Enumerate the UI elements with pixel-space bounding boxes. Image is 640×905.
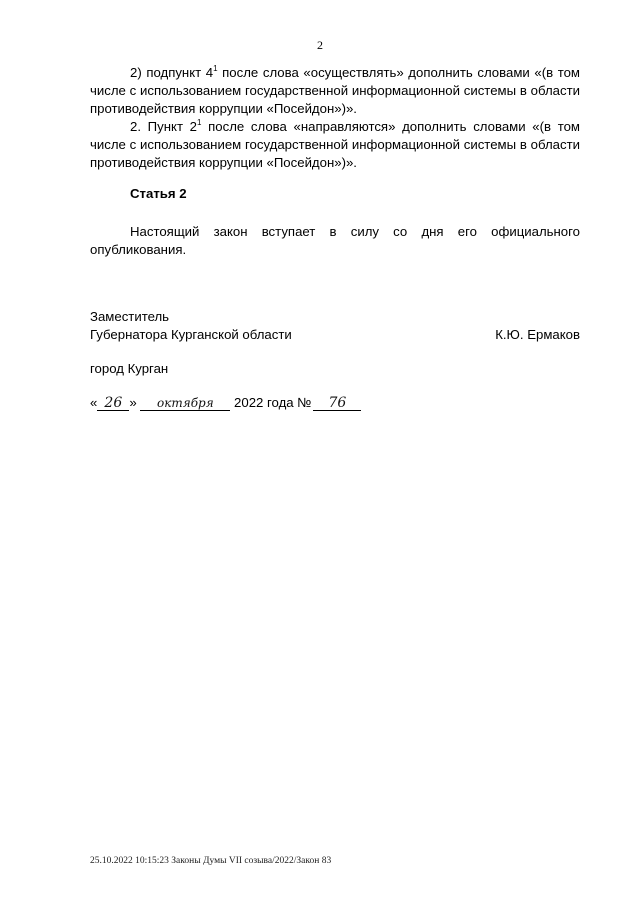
paragraph-text: после слова «направляются» дополнить словами «(в том числе с использованием государственной информационной системы в области противодействия коррупции «Посейдон»)». bbox=[90, 119, 580, 170]
signatory-title-line-2: Губернатора Курганской области bbox=[90, 327, 292, 342]
date-year-text: 2022 года № bbox=[234, 395, 312, 410]
signatory-name: К.Ю. Ермаков bbox=[495, 327, 580, 342]
handwritten-law-number: 76 bbox=[313, 396, 361, 411]
paragraph-subpoint-4-1 bbox=[90, 64, 580, 118]
superscript: 1 bbox=[197, 118, 202, 127]
document-footer: 25.10.2022 10:15:23 Законы Думы VII созыва/2022/Закон 83 bbox=[90, 856, 332, 866]
date-line bbox=[90, 394, 361, 412]
paragraph-text: 2) подпункт 4 bbox=[130, 65, 214, 80]
paragraph-text: 2. Пункт 2 bbox=[130, 119, 197, 134]
date-close-quote: » bbox=[129, 395, 137, 410]
handwritten-month: октября bbox=[140, 396, 230, 411]
paragraph-point-2-1 bbox=[90, 118, 580, 172]
signatory-title-line-1: Заместитель bbox=[90, 309, 170, 324]
date-open-quote: « bbox=[90, 395, 98, 410]
handwritten-day: 26 bbox=[97, 396, 129, 411]
page-number: 2 bbox=[317, 38, 323, 52]
city-line: город Курган bbox=[90, 361, 169, 376]
article-heading: Статья 2 bbox=[130, 186, 187, 201]
superscript: 1 bbox=[213, 64, 218, 73]
paragraph-effective-date: Настоящий закон вступает в силу со дня его официального опубликования. bbox=[90, 224, 580, 257]
paragraph-text: после слова «осуществлять» дополнить словами «(в том числе с использованием государственной информационной системы в области противодействия коррупции «Посейдон»)». bbox=[90, 65, 580, 116]
